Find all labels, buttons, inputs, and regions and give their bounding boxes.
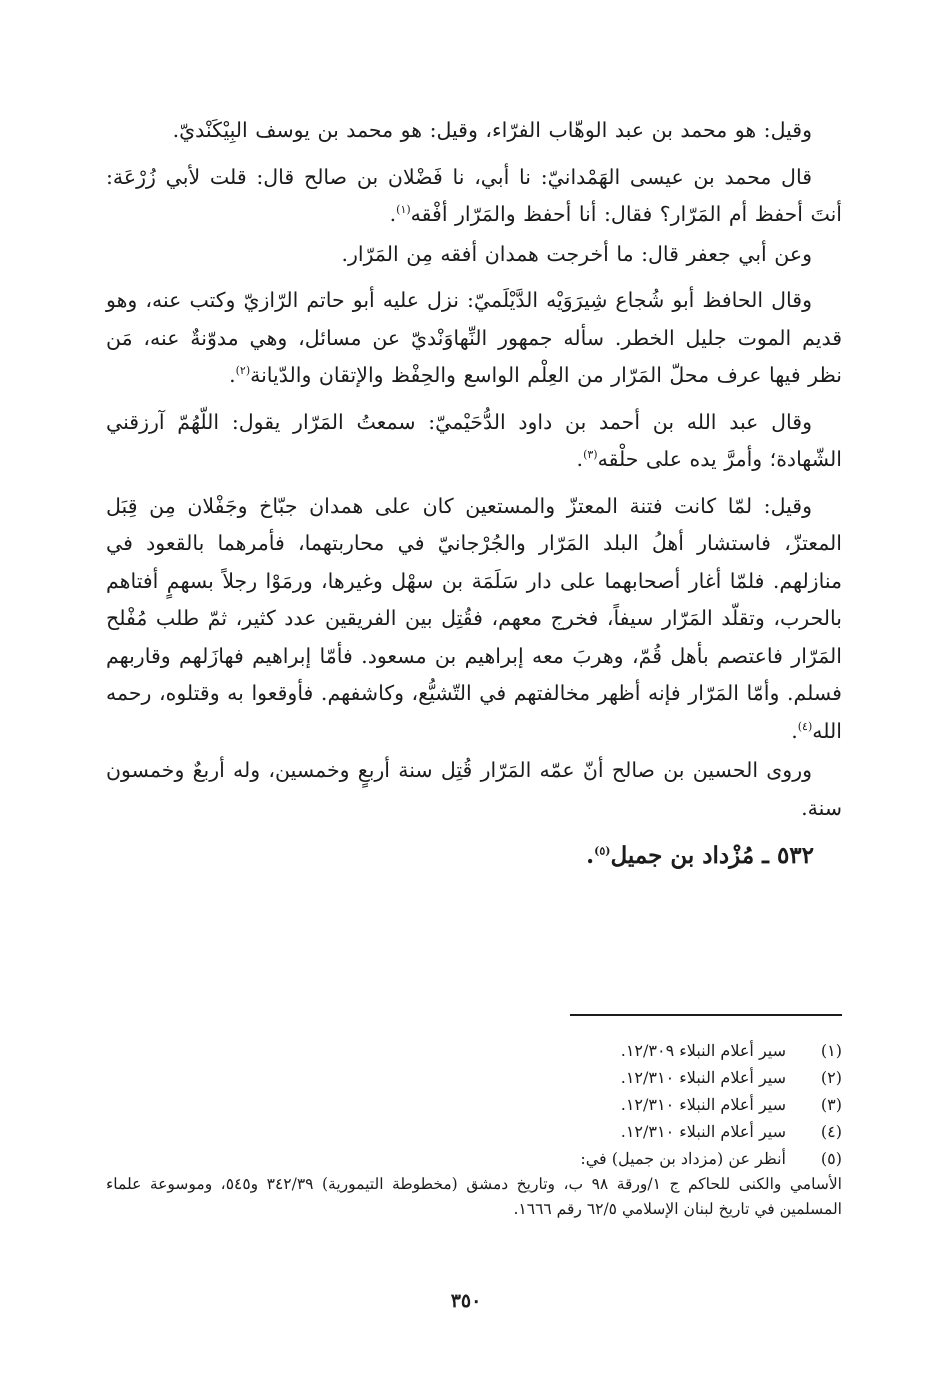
footnote-ref-1: (١) (396, 203, 411, 217)
footnote-number: (٤) (820, 1122, 842, 1141)
footnote-number: (٣) (820, 1095, 842, 1114)
paragraph-6: وقيل: لمّا كانت فتنة المعتزّ والمستعين كان على همدان جبّاخ وجَفْلان مِن قِبَل المعتزّ، فاستشار أهلُ البلد المَرّار والجُرْجانيّ في محاربتهما، فأمرهما بالقعود في منازلهم. فلمّا أغار أصحابهما على دار سَلَمَة بن سهْل وغيرها، ورمَوْا رجلاً بسهمٍ أفتاهم بالحرب، وتقلّد المَرّار سيفاً، فخرج معهم، فقُتِل بين الفريقين عدد كثير، ثمّ طلب مُفْلح المَرّار فاعتصم بأهل قُمّ، وهربَ معه إبراهيم بن مسعود. فأمّا إبراهيم فهازَلهم وقاربهم فسلم. وأمّا المَرّار فإنه أظهر مخالفتهم في التّشيُّع، وكاشفهم. فأوقعوا به وقتلوه، رحمه الله$^{(٤)}$. (106, 493, 842, 743)
paragraph-2: قال محمد بن عيسى الهَمْدانيّ: نا أبي، نا فَضْلان بن صالح قال: قلت لأبي زُرْعَة: أنتَ أحفظ أم المَرّار؟ فقال: أنا أحفظ والمَرّار أفْقه$^{(١)}$. (106, 164, 842, 226)
footnote-ref-4: (٤) (797, 719, 813, 733)
footnote-text: سير أعلام النبلاء ١٢/٣١٠. (620, 1095, 786, 1114)
footnote-1 (106, 1037, 842, 1064)
paragraph-1: وقيل: هو محمد بن عبد الوهّاب الفرّاء، وقيل: هو محمد بن يوسف البِيْكَنْديّ. (172, 118, 812, 142)
paragraph-3: وعن أبي جعفر قال: ما أخرجت همدان أفقه مِن المَرّار. (341, 241, 812, 266)
footnote-5-detail: الأسامي والكنى للحاكم ج ١/ورقة ٩٨ ب، وتاريخ دمشق (مخطوطة التيمورية) ٣٤٢/٣٩ و٥٤٥، وموسوعة علماء المسلمين في تاريخ لبنان الإسلامي ٦٢/٥ رقم ١٦٦٦. (106, 1175, 842, 1218)
entry-name: مُزْداد بن جميل (610, 842, 755, 869)
entry-dash: ـ (762, 842, 769, 869)
page-number: ٣٥٠ (450, 1290, 482, 1312)
footnote-3 (106, 1091, 842, 1118)
footnote-4 (106, 1118, 842, 1145)
footnote-ref-2: (٢) (235, 364, 251, 378)
entry-number: ٥٣٢ (776, 842, 814, 869)
footnote-5 (106, 1145, 842, 1172)
entry-heading (106, 836, 842, 876)
footnote-text: سير أعلام النبلاء ١٢/٣١٠. (620, 1068, 786, 1087)
footnote-number: (٥) (820, 1149, 842, 1168)
footnote-text: سير أعلام النبلاء ١٢/٣٠٩. (620, 1041, 786, 1060)
footnote-number: (١) (820, 1041, 842, 1060)
paragraph-7: وروى الحسين بن صالح أنّ عمّه المَرّار قُتِل سنة أربعٍ وخمسين، وله أربعٌ وخمسون سنة. (106, 758, 842, 820)
footnotes (106, 1037, 842, 1222)
footnote-text: أنظر عن (مزداد بن جميل) في: (580, 1149, 786, 1168)
footnote-divider (570, 1014, 842, 1016)
footnote-text: سير أعلام النبلاء ١٢/٣١٠. (620, 1122, 786, 1141)
main-text (106, 112, 842, 876)
footnote-2 (106, 1064, 842, 1091)
footnote-ref-3: (٣) (583, 448, 598, 462)
footnote-ref-5: (٥) (594, 844, 611, 858)
paragraph-5: وقال عبد الله بن أحمد بن داود الدُّحَيْميّ: سمعتُ المَرّار يقول: اللّهُمّ آرزقني الشّهادة؛ وأمرَّ يده على حلْقه$^{(٣)}$. (106, 409, 842, 471)
paragraph-4: وقال الحافظ أبو شُجاع شِيرَوَيْه الدَّيْلَميّ: نزل عليه أبو حاتم الرّازيّ وكتب عنه، وهو قديم الموت جليل الخطر. سأله جمهور النِّهاوَنْديّ عن مسائل، وهي مدوّنةٌ عنه، مَن نظر فيها عرف محلّ المَرّار من العِلْم الواسع والحِفْظ والإتقان والدّيانة$^{(٢)}$. (106, 288, 842, 387)
entry-end: . (586, 842, 595, 869)
footnote-number: (٢) (820, 1068, 842, 1087)
